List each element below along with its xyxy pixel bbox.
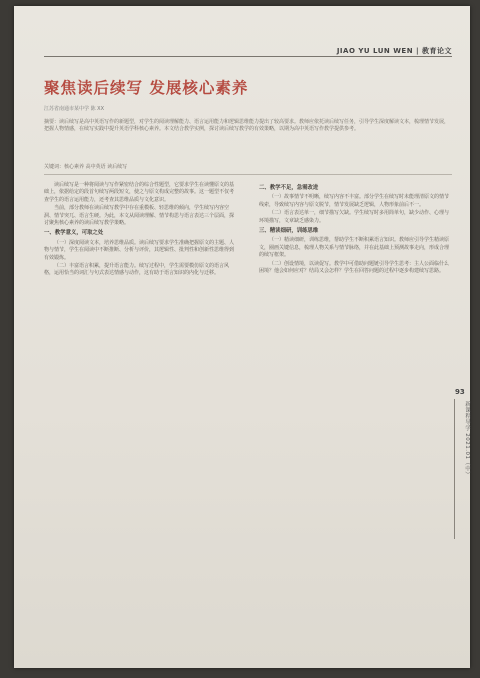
body-paragraph: （一）故事情节不明晰，续写内容不丰富。部分学生在续写时未能理清原文的情节线索，导致续写内容与原文脱节，情节发展缺乏逻辑，人物形象前后不一。	[259, 194, 450, 208]
sidebar-divider	[454, 399, 455, 539]
body-paragraph: （二）创设情境，以读促写。教学中可借助问题链引导学生思考：主人公面临什么困境？他会如何应对？结局又会怎样？学生在回答问题的过程中逐步构建续写思路。	[259, 260, 450, 275]
article-title: 聚焦读后续写 发展核心素养	[44, 79, 249, 97]
keywords: 关键词：核心素养 高中英语 读后续写	[44, 164, 128, 170]
abstract-divider	[44, 174, 452, 175]
page-number: 93	[455, 388, 465, 396]
running-head: JIAO YU LUN WEN | 教育论文	[336, 47, 452, 55]
article-byline: 江苏省南通市某中学 陈 XX	[44, 106, 105, 112]
section-heading: 一、教学意义，可取之处	[44, 230, 104, 237]
journal-page	[14, 6, 470, 668]
body-paragraph: 读后续写是一种将阅读与写作紧密结合的综合性题型，它要求学生在读懂原文的基础上，依据给定的段首句续写两段短文，使之与原文构成完整的故事。这一题型不仅考查学生的语言运用能力，还考查其思维品质与文化意识。	[44, 182, 235, 203]
abstract	[44, 119, 449, 133]
section-heading: 三、精读细研，训练思维	[259, 228, 319, 235]
section-heading: 二、教学不足，急需改进	[259, 185, 319, 191]
header-divider	[44, 56, 452, 57]
body-column-right	[259, 182, 451, 276]
body-paragraph: （一）精读细研，训练思维，帮助学生不断积累语言知识。教师应引导学生精读原文，圈画关键信息，梳理人物关系与情节脉络，并在此基础上预测故事走向，形成合理的续写框架。	[259, 237, 450, 259]
body-paragraph: （一）深度阅读文本，培养思维品质。读后续写要求学生准确把握原文的主题、人物与情节，学生在阅读中不断推断、分析与评价，其逻辑性、批判性和创新性思维得到有效锻炼。	[44, 239, 235, 261]
abstract-text: 摘要：读后续写是高中英语写作的新题型，对学生的阅读理解能力、语言运用能力和逻辑思维能力提出了较高要求。教师应依托读后续写任务，引导学生深度解读文本，梳理情节发展，把握人物情感，在续写实践中提升英语学科核心素养。本文结合教学实例，探讨读后续写教学的有效策略，以期为高中英语写作教学提供参考。	[44, 119, 450, 133]
body-paragraph: （二）语言表达单一，细节描写欠缺。学生续写时多用简单句，缺少动作、心理与环境描写，文章缺乏感染力。	[259, 210, 450, 224]
journal-name: 新课程导学 2021.01（中）	[464, 401, 470, 478]
body-paragraph: 当前，部分教师在读后续写教学中存在重模板、轻思维的倾向，学生续写内容空洞、情节突兀、语言生硬。为此，本文从阅读理解、情节构思与语言表达三个层面，探讨聚焦核心素养的读后续写教学策略。	[44, 205, 235, 227]
body-paragraph: （二）丰富语言积累，提升语言能力。续写过程中，学生需要模仿原文的语言风格，运用恰当的词汇与句式表达情感与动作，这有助于语言知识的内化与迁移。	[44, 263, 230, 277]
body-column-left	[44, 182, 236, 279]
